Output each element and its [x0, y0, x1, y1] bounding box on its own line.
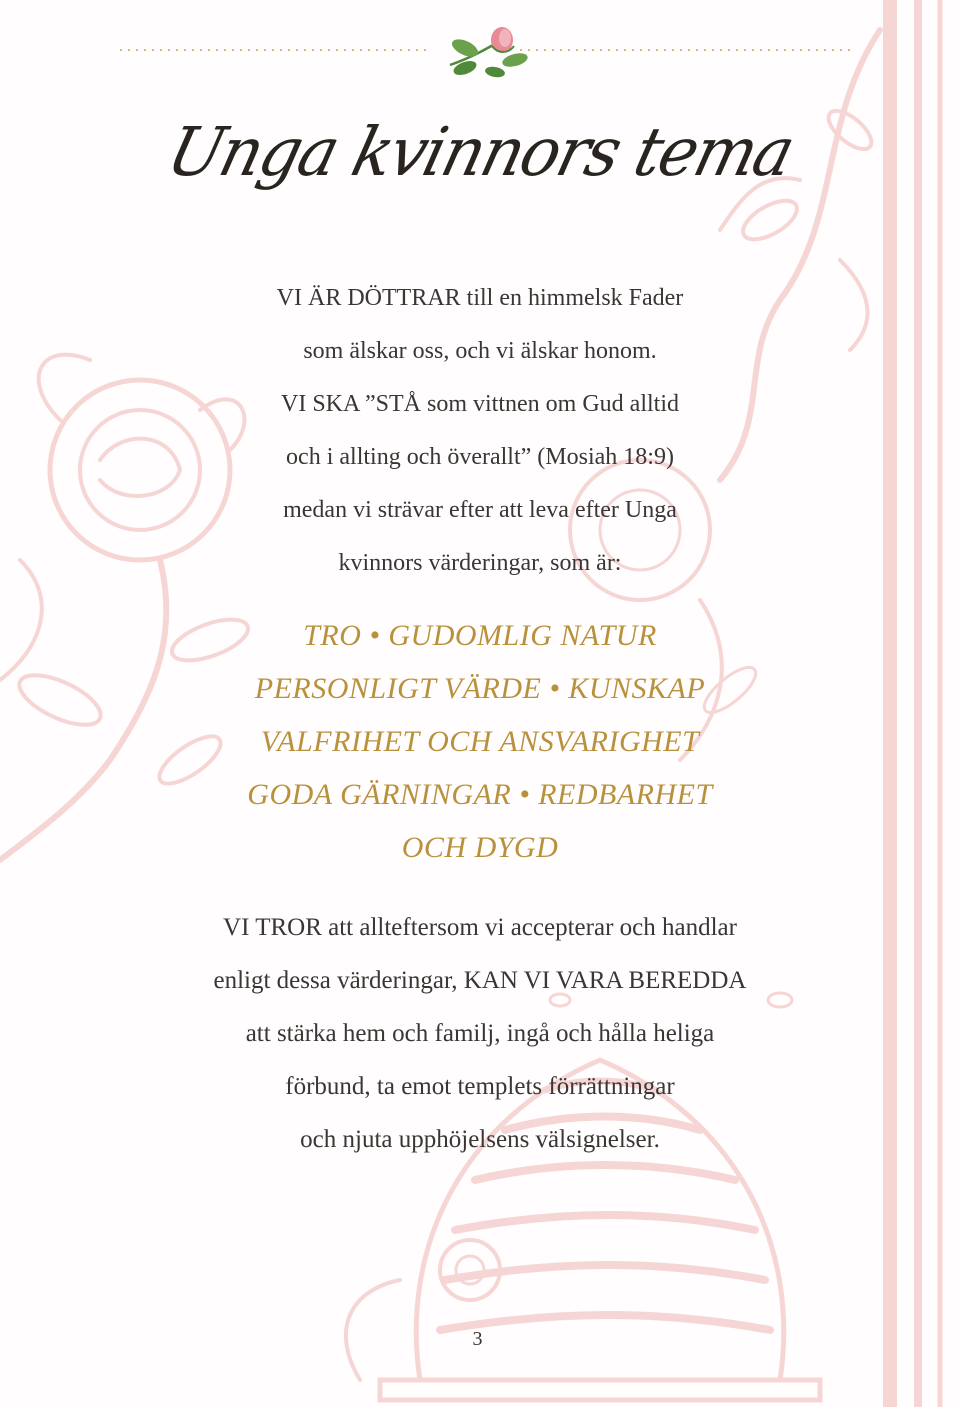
intro-line: som älskar oss, och vi älskar honom.: [303, 338, 657, 364]
intro-line: och i allting och överallt” (Mosiah 18:9): [286, 444, 674, 470]
intro-line: VI SKA ”STÅ som vittnen om Gud alltid: [281, 391, 679, 417]
rosebud-icon: [449, 27, 529, 79]
values-line: OCH DYGD: [401, 831, 559, 864]
values-list: [0, 614, 960, 879]
page-title: Unga kvinnors tema: [159, 114, 801, 192]
intro-line: kvinnors värderingar, som är:: [338, 550, 622, 576]
page-number: 3: [472, 1328, 483, 1350]
values-line: TRO • GUDOMLIG NATUR: [303, 619, 657, 652]
values-line: VALFRIHET OCH ANSVARIGHET: [260, 725, 700, 758]
intro-line: medan vi strävar efter att leva efter Unga: [283, 497, 677, 523]
values-line: PERSONLIGT VÄRDE • KUNSKAP: [254, 672, 706, 705]
intro-line: VI ÄR DÖTTRAR till en himmelsk Fader: [276, 285, 684, 311]
closing-paragraph: [0, 908, 960, 1173]
closing-line: att stärka hem och familj, ingå och hålla heliga: [245, 1020, 715, 1047]
rosebud-ornament: [120, 20, 850, 80]
intro-paragraph: [0, 278, 960, 596]
closing-line: enligt dessa värderingar, KAN VI VARA BEREDDA: [213, 967, 747, 994]
closing-line: VI TROR att allteftersom vi accepterar och handlar: [223, 914, 737, 941]
closing-line: och njuta upphöjelsens välsignelser.: [300, 1126, 660, 1153]
values-line: GODA GÄRNINGAR • REDBARHET: [247, 778, 713, 811]
closing-line: förbund, ta emot templets förrättningar: [285, 1073, 675, 1100]
